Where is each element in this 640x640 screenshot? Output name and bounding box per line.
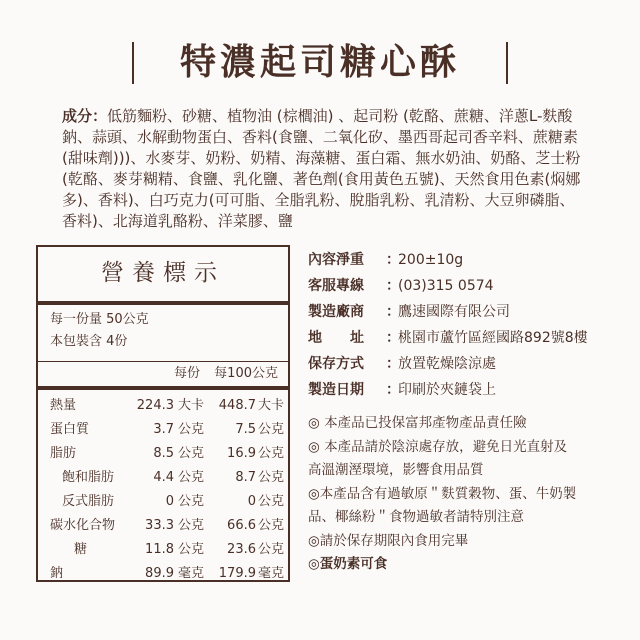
product-title: 特濃起司糖心酥 — [179, 42, 460, 83]
nutrient-name: 糖 — [74, 542, 88, 557]
colon: ： — [386, 278, 400, 294]
nutrition-row — [38, 562, 288, 586]
address-value: 桃園市蘆竹區經國路892號8樓 — [398, 330, 588, 346]
nutrition-row — [38, 418, 288, 442]
ingredients-label: 成分： — [62, 107, 108, 125]
colon: ： — [386, 330, 400, 346]
note-expiry: ◎請於保存期限內食用完畢 — [308, 532, 469, 549]
value-per-100g: 8.7 — [235, 470, 256, 485]
nutrient-name: 鈉 — [50, 566, 64, 581]
nutrition-panel — [36, 245, 290, 582]
hotline-label: 客服專線 — [308, 278, 364, 294]
colon: ： — [386, 304, 400, 320]
col-per-serving: 每份 — [173, 366, 200, 381]
nutrient-name: 蛋白質 — [50, 422, 90, 437]
unit-per-100g: 大卡 — [257, 398, 284, 413]
storage-label: 保存方式 — [308, 356, 364, 372]
ingredients-block — [62, 106, 582, 232]
unit-per-100g: 毫克 — [257, 566, 284, 581]
servings-per-package: 本包裝含 4份 — [50, 334, 128, 349]
title-area — [0, 36, 640, 90]
unit-per-serving: 公克 — [177, 518, 204, 533]
title-divider-right — [506, 42, 508, 84]
info-row-hotline — [308, 273, 608, 299]
note-insurance: ◎ 本產品已投保富邦產物產品責任險 — [308, 415, 527, 431]
unit-per-serving: 大卡 — [177, 398, 204, 413]
value-per-serving: 224.3 — [136, 398, 174, 413]
colon: ： — [386, 252, 400, 268]
nutrition-title: 營養標示 — [38, 247, 288, 305]
colon: ： — [386, 356, 400, 372]
info-row-storage — [308, 351, 608, 377]
nutrition-row — [38, 442, 288, 466]
value-per-serving: 11.8 — [145, 542, 174, 557]
hotline-value: (03)315 0574 — [398, 278, 494, 294]
value-per-serving: 0 — [165, 494, 174, 509]
product-info — [308, 247, 608, 403]
note-storage-line1: ◎ 本產品請於陰涼處存放，避免日光直射及 — [308, 438, 568, 455]
unit-per-serving: 公克 — [177, 542, 204, 557]
maker-value: 鷹速國際有限公司 — [398, 304, 510, 320]
notes-block — [308, 412, 608, 577]
value-per-serving: 89.9 — [145, 566, 174, 581]
unit-per-100g: 公克 — [257, 494, 284, 509]
value-per-100g: 7.5 — [235, 422, 256, 437]
unit-per-100g: 公克 — [257, 446, 284, 461]
col-per-100g: 每100公克 — [214, 366, 278, 381]
unit-per-serving: 公克 — [177, 422, 204, 437]
weight-label: 內容淨重 — [308, 252, 364, 268]
date-label: 製造日期 — [308, 382, 364, 398]
value-per-100g: 448.7 — [218, 398, 256, 413]
unit-per-100g: 公克 — [257, 542, 284, 557]
nutrition-rows — [38, 386, 288, 586]
value-per-100g: 23.6 — [227, 542, 256, 557]
nutrition-row — [38, 466, 288, 490]
nutrition-column-header — [38, 361, 288, 386]
unit-per-serving: 公克 — [177, 494, 204, 509]
storage-value: 放置乾燥陰涼處 — [398, 356, 496, 372]
unit-per-serving: 公克 — [177, 470, 204, 485]
nutrient-name: 碳水化合物 — [50, 518, 116, 533]
nutrition-row — [38, 394, 288, 418]
nutrient-name: 熱量 — [50, 398, 77, 413]
value-per-serving: 4.4 — [153, 470, 174, 485]
value-per-100g: 16.9 — [227, 446, 256, 461]
serving-size: 每一份量 50公克 — [50, 312, 149, 327]
unit-per-serving: 公克 — [177, 446, 204, 461]
note-allergen-line1: ◎本產品含有過敏原＂麩質穀物、蛋、牛奶製 — [308, 485, 577, 502]
value-per-100g: 179.9 — [218, 566, 256, 581]
info-row-maker — [308, 299, 608, 325]
value-per-100g: 0 — [247, 494, 256, 509]
note-vegetarian: ◎蛋奶素可食 — [308, 556, 388, 572]
note-storage-line2: 高溫潮溼環境，影響食用品質 — [308, 462, 484, 478]
nutrition-row — [38, 490, 288, 514]
maker-label: 製造廠商 — [308, 304, 364, 320]
unit-per-serving: 毫克 — [177, 566, 204, 581]
date-value: 印刷於夾鏈袋上 — [398, 382, 496, 398]
info-row-weight — [308, 247, 608, 273]
nutrient-name: 脂肪 — [50, 446, 77, 461]
nutrition-row — [38, 514, 288, 538]
address-label: 地 址 — [308, 330, 364, 346]
unit-per-100g: 公克 — [257, 470, 284, 485]
weight-value: 200±10g — [398, 252, 464, 268]
note-allergen-line2: 品、椰絲粉＂食物過敏者請特別注意 — [308, 509, 524, 525]
value-per-100g: 66.6 — [227, 518, 256, 533]
unit-per-100g: 公克 — [257, 422, 284, 437]
nutrient-name: 反式脂肪 — [62, 494, 115, 509]
ingredients-text: 低筋麵粉、砂糖、植物油 (棕櫚油) 、起司粉 (乾酪、蔗糖、洋蔥L-麩酸鈉、蒜頭、水解動物蛋白、香料(食鹽、二氧化矽、墨西哥起司香辛料、蔗糖素(甜味劑)))、水麥芽、奶粉、奶精、海藻糖、蛋白霜、無水奶油、奶酪、芝士粉 (乾酪、麥芽糊精、食鹽、乳化鹽、著色劑(食用黃色五號)、天然食用色素(焖娜多)、香料)、白巧克力(可可脂、全脂乳粉、脫脂乳粉、乳清粉、大豆卵磷脂、香料)、北海道乳酪粉、洋菜膠、鹽 — [62, 107, 581, 230]
nutrition-row — [38, 538, 288, 562]
unit-per-100g: 公克 — [257, 518, 284, 533]
value-per-serving: 3.7 — [153, 422, 174, 437]
info-row-date — [308, 377, 608, 403]
colon: ： — [386, 382, 400, 398]
value-per-serving: 8.5 — [153, 446, 174, 461]
value-per-serving: 33.3 — [145, 518, 174, 533]
info-row-address — [308, 325, 608, 351]
nutrient-name: 飽和脂肪 — [62, 470, 115, 485]
